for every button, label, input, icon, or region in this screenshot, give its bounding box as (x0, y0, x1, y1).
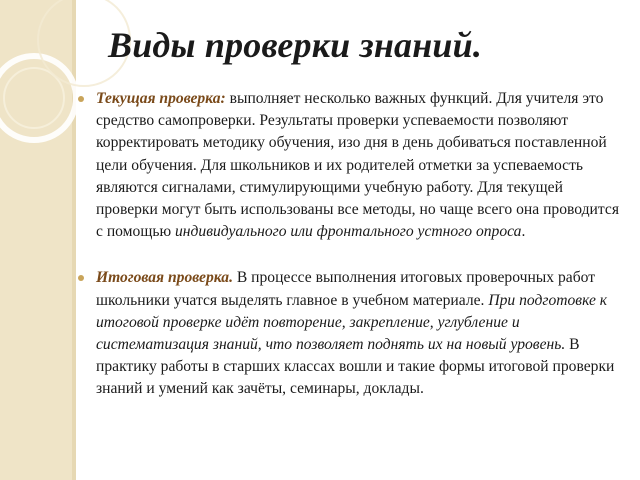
bullet-tail: . (521, 223, 526, 241)
term-colon: : (220, 90, 226, 107)
bullet-italic-text: При подготовке к итоговой проверке идёт повторение, закрепление, углубление и систематизация знаний, что позволяет поднять их на новый уровень. (96, 291, 608, 354)
term-final-check: Итоговая проверка. (96, 269, 233, 287)
bullet-dot-icon (78, 96, 84, 102)
bullet-text: выполняет несколько важных функций. Для учителя это средство самопроверки. Результаты проверки успеваемости позволяют корректировать методику обучения, изо дня в день добиваться поставленной цели обучения. Для школьников и их родителей отметки за успеваемость являются сигналами, стимулирующими учебную работу. Для текущей проверки могут быть использованы все методы, но чаще всего она проводится с помощью (96, 90, 619, 241)
bullet-tail: В практику работы в старших классах вошли и такие формы итоговой проверки знаний и умений как зачёты, семинары, доклады. (96, 336, 615, 398)
slide-content (78, 88, 628, 401)
bullet-italic-text: индивидуального или фронтального устного опроса (175, 223, 522, 241)
bullet-final-check (78, 267, 628, 400)
bullet-current-check (78, 88, 628, 243)
term-current-check: Текущая проверка (96, 90, 221, 107)
slide-title: Виды проверки знаний. (108, 25, 483, 65)
bullet-text: В процессе выполнения итоговых проверочных работ школьники учатся выделять главное в учебном материале. (96, 269, 596, 309)
bullet-dot-icon (78, 275, 84, 281)
